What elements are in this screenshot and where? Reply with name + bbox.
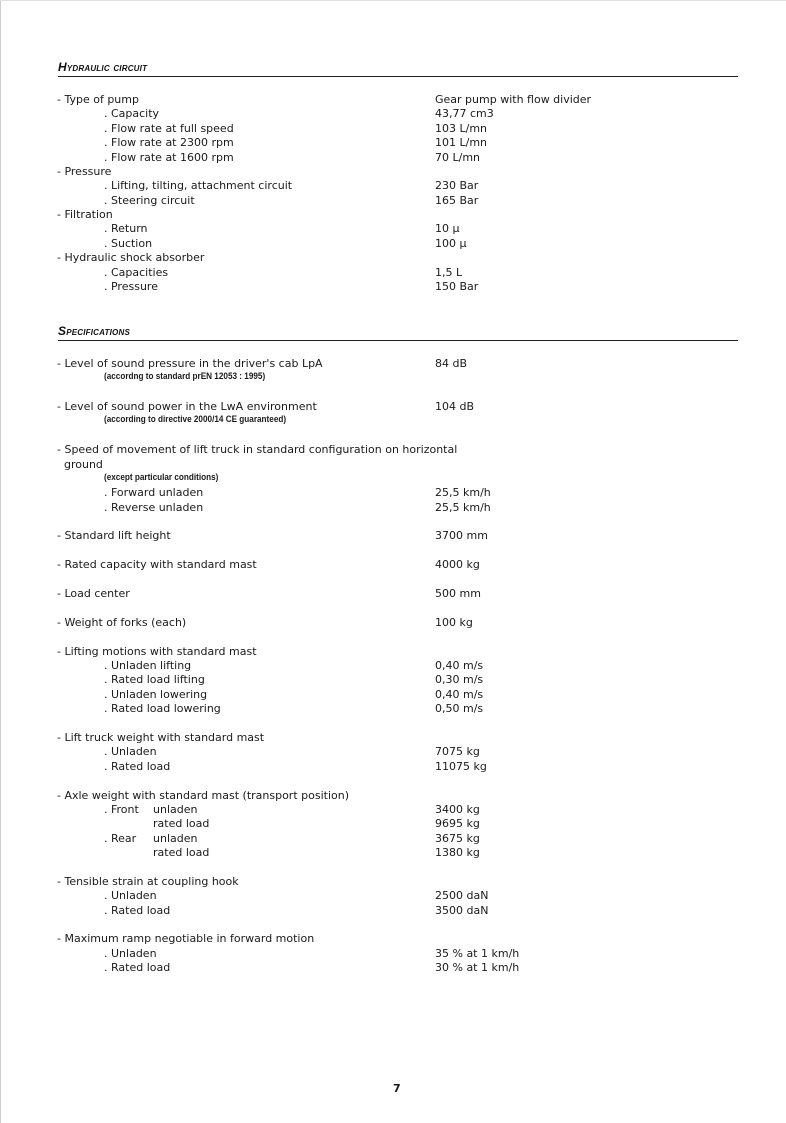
- row-value: 150 Bar: [435, 280, 479, 293]
- row-value: 35 % at 1 km/h: [435, 947, 520, 960]
- row-label: . Unladen: [104, 745, 157, 758]
- row-value: 500 mm: [435, 587, 481, 600]
- row-value: 101 L/mn: [435, 136, 488, 149]
- row-value: 25,5 km/h: [435, 486, 491, 499]
- table-row: [0, 265, 786, 280]
- row-label: - Axle weight with standard mast (transport position): [57, 789, 349, 802]
- row-value: 100 kg: [435, 616, 473, 629]
- row-label: . Pressure: [104, 280, 158, 293]
- row-label: - Load center: [57, 587, 130, 600]
- table-row: [0, 178, 786, 193]
- table-row: [0, 701, 786, 716]
- row-label: unladen: [153, 832, 198, 845]
- table-row: [0, 557, 786, 572]
- table-row: [0, 150, 786, 165]
- table-row: [0, 744, 786, 759]
- row-value: 3400 kg: [435, 803, 480, 816]
- row-value: Gear pump with flow divider: [435, 93, 592, 106]
- row-label: - Maximum ramp negotiable in forward motion: [57, 932, 315, 945]
- row-value: 43,77 cm3: [435, 107, 494, 120]
- row-value: 104 dB: [435, 400, 475, 413]
- standard-note: (accordng to standard prEN 12053 : 1995): [104, 371, 266, 382]
- conditions-note: (except particular conditions): [104, 472, 219, 483]
- row-value: 230 Bar: [435, 179, 479, 192]
- row-value: 4000 kg: [435, 558, 480, 571]
- table-row: [0, 442, 786, 457]
- table-row: [0, 816, 786, 831]
- row-label: - Lift truck weight with standard mast: [57, 731, 265, 744]
- row-value: 11075 kg: [435, 760, 487, 773]
- row-value: 103 L/mn: [435, 122, 488, 135]
- row-value: 165 Bar: [435, 194, 479, 207]
- row-value: 1,5 L: [435, 266, 463, 279]
- table-row: [0, 485, 786, 500]
- table-row: [0, 831, 786, 846]
- table-row: [0, 586, 786, 601]
- row-label: . Lifting, tilting, attachment circuit: [104, 179, 293, 192]
- row-label: - Hydraulic shock absorber: [57, 251, 205, 264]
- table-row: [0, 500, 786, 515]
- row-label: . Flow rate at 1600 rpm: [104, 151, 234, 164]
- table-row: [0, 207, 786, 222]
- table-row: [0, 250, 786, 265]
- row-label: . Forward unladen: [104, 486, 204, 499]
- table-row: [0, 236, 786, 251]
- table-row: [0, 730, 786, 745]
- row-value: 25,5 km/h: [435, 501, 491, 514]
- page-number: 7: [393, 1082, 401, 1095]
- table-row: [0, 164, 786, 179]
- row-label: . Return: [104, 222, 148, 235]
- row-label: rated load: [153, 846, 210, 859]
- table-row: [0, 279, 786, 294]
- row-label: - Rated capacity with standard mast: [57, 558, 257, 571]
- table-row: [0, 106, 786, 121]
- row-label: . Unladen: [104, 889, 157, 902]
- table-row: [0, 221, 786, 236]
- section-rule: [58, 340, 738, 341]
- page-top-edge: [0, 0, 786, 1]
- row-label: . Rated load: [104, 904, 171, 917]
- row-label-continued: ground: [64, 458, 103, 471]
- row-label: - Type of pump: [57, 93, 139, 106]
- table-row: [0, 399, 786, 414]
- table-row: [0, 874, 786, 889]
- row-label: - Weight of forks (each): [57, 616, 187, 629]
- row-label: - Level of sound power in the LwA environment: [57, 400, 317, 413]
- row-label: - Pressure: [57, 165, 112, 178]
- row-value: 0,30 m/s: [435, 673, 484, 686]
- row-label: . Suction: [104, 237, 153, 250]
- table-row: [0, 903, 786, 918]
- row-value: 9695 kg: [435, 817, 480, 830]
- row-label: - Speed of movement of lift truck in standard configuration on horizontal: [57, 443, 458, 456]
- axle-front-label: . Front: [104, 803, 139, 816]
- row-label: . Rated load lowering: [104, 702, 221, 715]
- row-label: . Rated load: [104, 961, 171, 974]
- table-row: [0, 946, 786, 961]
- table-row: [0, 672, 786, 687]
- row-value: 100 μ: [435, 237, 467, 250]
- row-label: - Level of sound pressure in the driver's cab LpA: [57, 357, 323, 370]
- table-row: [0, 121, 786, 136]
- table-row: [0, 931, 786, 946]
- row-label: - Lifting motions with standard mast: [57, 645, 257, 658]
- row-value: 3675 kg: [435, 832, 480, 845]
- row-label: . Reverse unladen: [104, 501, 204, 514]
- row-value: 0,40 m/s: [435, 659, 484, 672]
- row-value: 70 L/mn: [435, 151, 481, 164]
- table-row: [0, 759, 786, 774]
- row-label: . Unladen lifting: [104, 659, 192, 672]
- row-value: 2500 daN: [435, 889, 489, 902]
- row-value: 0,50 m/s: [435, 702, 484, 715]
- row-label: - Standard lift height: [57, 529, 171, 542]
- row-value: 3500 daN: [435, 904, 489, 917]
- row-label: . Flow rate at 2300 rpm: [104, 136, 234, 149]
- row-label: . Unladen: [104, 947, 157, 960]
- table-row: [0, 135, 786, 150]
- row-value: 0,40 m/s: [435, 688, 484, 701]
- table-row: [0, 615, 786, 630]
- table-row: [0, 960, 786, 975]
- row-value: 1380 kg: [435, 846, 480, 859]
- row-value: 10 μ: [435, 222, 460, 235]
- table-row: [0, 658, 786, 673]
- row-label: - Filtration: [57, 208, 113, 221]
- table-row: [0, 356, 786, 371]
- table-row: [0, 888, 786, 903]
- row-value: 7075 kg: [435, 745, 480, 758]
- row-label: . Steering circuit: [104, 194, 195, 207]
- section-title-hydraulic: Hydraulic circuit: [58, 60, 148, 74]
- row-label: . Capacities: [104, 266, 169, 279]
- table-row: [0, 788, 786, 803]
- table-row: [0, 92, 786, 107]
- table-row: [0, 802, 786, 817]
- table-row: [0, 193, 786, 208]
- row-label: . Rated load lifting: [104, 673, 205, 686]
- section-title-specifications: Specifications: [58, 324, 130, 338]
- table-row: [0, 845, 786, 860]
- section-rule: [58, 76, 738, 77]
- row-value: 84 dB: [435, 357, 468, 370]
- row-label: . Unladen lowering: [104, 688, 208, 701]
- row-label: . Rated load: [104, 760, 171, 773]
- table-row: [0, 687, 786, 702]
- row-label: . Capacity: [104, 107, 160, 120]
- row-label: rated load: [153, 817, 210, 830]
- table-row: [0, 528, 786, 543]
- row-label: . Flow rate at full speed: [104, 122, 234, 135]
- row-value: 3700 mm: [435, 529, 488, 542]
- row-label: unladen: [153, 803, 198, 816]
- table-row: [0, 457, 786, 472]
- axle-rear-label: . Rear: [104, 832, 137, 845]
- directive-note: (according to directive 2000/14 CE guaranteed): [104, 414, 287, 425]
- row-value: 30 % at 1 km/h: [435, 961, 520, 974]
- table-row: [0, 644, 786, 659]
- row-label: - Tensible strain at coupling hook: [57, 875, 239, 888]
